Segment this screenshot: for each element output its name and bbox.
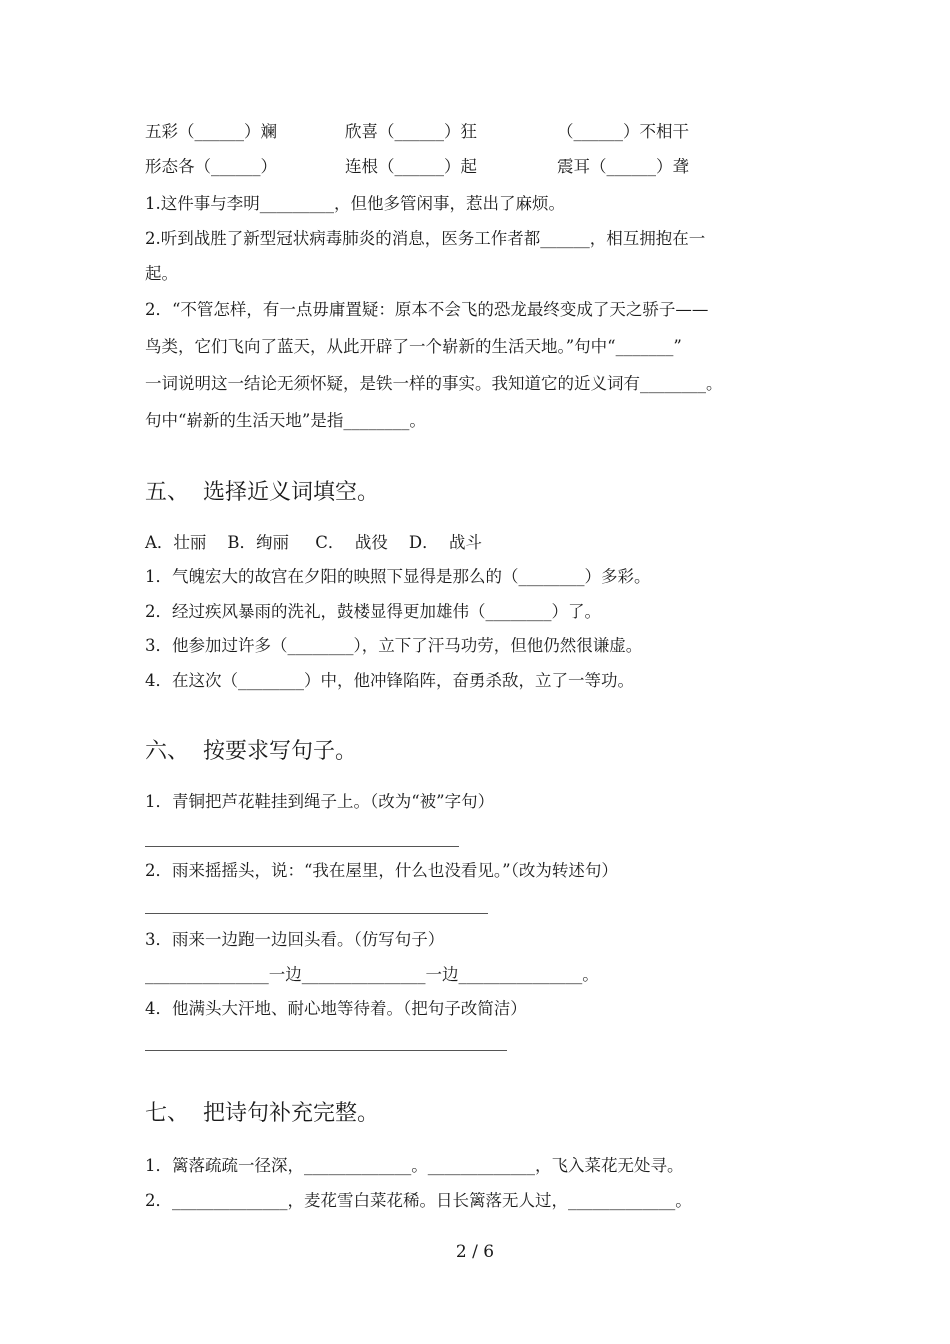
- vocab-item[interactable]: 连根（______）起: [345, 157, 477, 176]
- answer-line[interactable]: [145, 1050, 507, 1051]
- question-line[interactable]: 句中“崭新的生活天地”是指________。: [145, 411, 426, 430]
- vocab-item[interactable]: 欣喜（______）狂: [345, 122, 477, 141]
- vocab-row: [145, 155, 805, 190]
- section-heading: 七、 把诗句补充完整。: [145, 1101, 379, 1126]
- page-number: 2 / 6: [455, 1242, 495, 1262]
- question-line[interactable]: 4．在这次（________）中，他冲锋陷阵，奋勇杀敌，立了一等功。: [145, 671, 634, 690]
- question-line[interactable]: 2.听到战胜了新型冠状病毒肺炎的消息，医务工作者都______，相互拥抱在一: [145, 229, 706, 248]
- vocab-fill-grid: [145, 120, 805, 190]
- vocab-item[interactable]: （______）不相干: [557, 122, 689, 141]
- question-line: 1．青铜把芦花鞋挂到绳子上。（改为“被”字句）: [145, 792, 495, 811]
- question-line[interactable]: 3．他参加过许多（________），立下了汗马功劳，但他仍然很谦虚。: [145, 636, 643, 655]
- question-line[interactable]: 2．______________，麦花雪白菜花稀。日长篱落无人过，_____________。: [145, 1191, 692, 1210]
- vocab-item[interactable]: 形态各（______）: [145, 157, 277, 176]
- answer-fill-line[interactable]: _______________一边_______________一边_______________。: [145, 965, 599, 984]
- section-heading: 六、 按要求写句子。: [145, 739, 357, 764]
- question-line: 2．雨来摇摇头，说：“我在屋里，什么也没看见。”（改为转述句）: [145, 861, 618, 880]
- section-heading: 五、 选择近义词填空。: [145, 480, 379, 505]
- question-line: 4．他满头大汗地、耐心地等待着。（把句子改简洁）: [145, 999, 527, 1018]
- question-line[interactable]: 1．气魄宏大的故宫在夕阳的映照下显得是那么的（________）多彩。: [145, 567, 651, 586]
- question-line: 起。: [145, 264, 178, 283]
- question-line[interactable]: 鸟类，它们飞向了蓝天，从此开辟了一个崭新的生活天地。”句中“_______”: [145, 337, 682, 356]
- question-line[interactable]: 一词说明这一结论无须怀疑，是铁一样的事实。我知道它的近义词有________。: [145, 374, 723, 393]
- question-line: 2．“不管怎样，有一点毋庸置疑：原本不会飞的恐龙最终变成了天之骄子——: [145, 300, 709, 319]
- question-line[interactable]: 1．篱落疏疏一径深，_____________。_____________，飞入菜花无处寻。: [145, 1156, 684, 1175]
- vocab-item[interactable]: 震耳（______）聋: [557, 157, 689, 176]
- question-line[interactable]: 1.这件事与李明_________，但他多管闲事，惹出了麻烦。: [145, 194, 565, 213]
- answer-line[interactable]: [145, 846, 459, 847]
- answer-line[interactable]: [145, 913, 488, 914]
- question-line: 3．雨来一边跑一边回头看。（仿写句子）: [145, 930, 445, 949]
- question-line[interactable]: 2．经过疾风暴雨的洗礼，鼓楼显得更加雄伟（________）了。: [145, 602, 601, 621]
- vocab-item[interactable]: 五彩（______）斓: [145, 122, 277, 141]
- options-line: A．壮丽 B．绚丽 C． 战役 D． 战斗: [145, 533, 483, 552]
- vocab-row: [145, 120, 805, 155]
